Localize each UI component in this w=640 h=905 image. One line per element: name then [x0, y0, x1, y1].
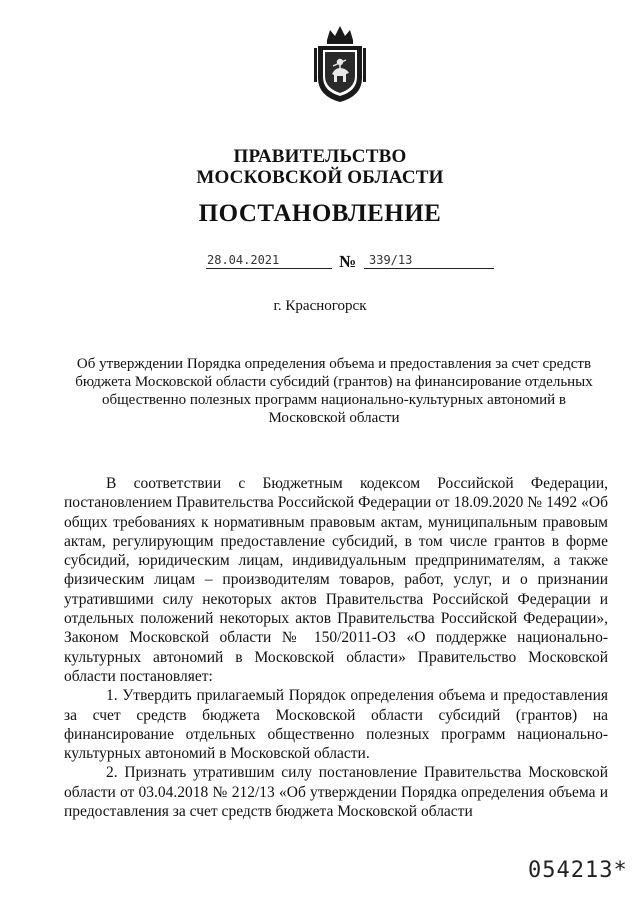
issue-city: г. Красногорск [273, 298, 367, 314]
date-underline [206, 268, 332, 269]
document-date: 28.04.2021 [207, 253, 280, 267]
body-paragraph: В соответствии с Бюджетным кодексом Российской Федерации, постановлением Правительства Российской Федерации от 18.09.2020 № 1492 «Об общих требованиях к нормативным правовым актам, муниципальным правовым актам, регулирующим предоставление субсидий, в том числе грантов в форме субсидий, юридическим лицам, индивидуальным предпринимателям, а также физическим лицам – производителям товаров, работ, услуг, и о признании утратившими силу некоторых актов Правительства Российской Федерации и отдельных положений некоторых актов Правительства Российской Федерации», Законом Московской области № 150/2011-ОЗ «О поддержке национально-культурных автономий в Московской области» Правительство Московской области постановляет: [64, 475, 608, 685]
organization-title-line2: МОСКОВСКОЙ ОБЛАСТИ [196, 167, 444, 188]
document-type: ПОСТАНОВЛЕНИЕ [198, 200, 442, 227]
serial-stamp-number: 054213* [528, 858, 628, 883]
body-paragraph: 1. Утвердить прилагаемый Порядок определения объема и предоставления за счет средств бюджета Московской области субсидий (грантов) на финансирование отдельных общественно полезных программ национально-культурных автономий в Московской области. [64, 687, 608, 763]
body-paragraph: 2. Признать утратившим силу постановление Правительства Московской области от 03.04.2018 № 212/13 «Об утверждении Порядка определения объема и предоставления за счет средств бюджета Московской области [64, 764, 608, 821]
document-body [64, 474, 608, 821]
document-subject: Об утверждении Порядка определения объема и предоставления за счет средств бюджета Московской области субсидий (грантов) на финансирование отдельных общественно полезных программ национально-культурных автономий в Московской области [75, 356, 593, 426]
number-underline [364, 268, 494, 269]
organization-title-line1: ПРАВИТЕЛЬСТВО [233, 146, 407, 167]
moscow-region-coat-of-arms-icon [313, 24, 367, 104]
document-number: 339/13 [369, 253, 413, 267]
number-sign: № [339, 252, 357, 271]
